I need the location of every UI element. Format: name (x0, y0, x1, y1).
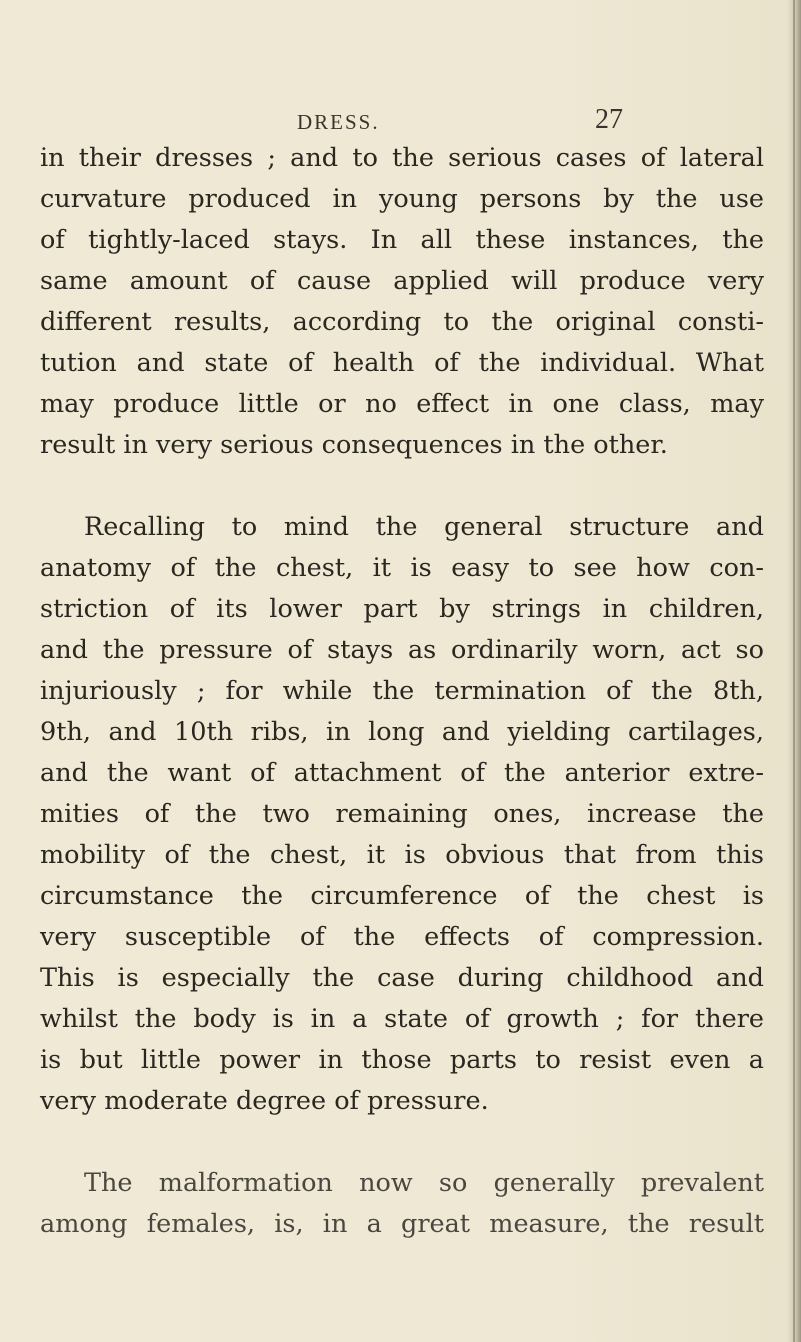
body-text (40, 138, 764, 1245)
text-line: circumstance the circumference of the chest is (40, 881, 764, 911)
text-line: whilst the body is in a state of growth ; for there (40, 1004, 764, 1034)
paragraph-gap (40, 466, 764, 507)
text-line: same amount of cause applied will produce very (40, 266, 764, 296)
text-line: result in very serious consequences in the other. (40, 430, 668, 460)
text-line: anatomy of the chest, it is easy to see how con- (40, 553, 764, 583)
paragraph-1 (40, 138, 764, 466)
text-line: different results, according to the original consti- (40, 307, 764, 337)
page-edge-line (793, 0, 795, 1342)
text-line: injuriously ; for while the termination of the 8th, (40, 676, 764, 706)
text-line: and the want of attachment of the anterior extre- (40, 758, 764, 788)
text-line: striction of its lower part by strings in children, (40, 594, 764, 624)
text-line: 9th, and 10th ribs, in long and yielding cartilages, (40, 717, 764, 747)
text-line: among females, is, in a great measure, the result (40, 1209, 764, 1239)
text-line: very moderate degree of pressure. (40, 1086, 489, 1116)
text-line: This is especially the case during childhood and (40, 963, 764, 993)
text-line: mobility of the chest, it is obvious that from this (40, 840, 764, 870)
text-line: in their dresses ; and to the serious cases of lateral (40, 143, 764, 173)
text-line: very susceptible of the effects of compression. (40, 922, 764, 952)
paragraph-2 (40, 507, 764, 1122)
text-line: tution and state of health of the individual. What (40, 348, 764, 378)
text-line: is but little power in those parts to resist even a (40, 1045, 764, 1075)
text-line: may produce little or no effect in one class, may (40, 389, 764, 419)
text-line: and the pressure of stays as ordinarily worn, act so (40, 635, 764, 665)
text-line: Recalling to mind the general structure and (84, 512, 764, 542)
page-number: 27 (595, 104, 623, 135)
header-title: DRESS. (297, 110, 380, 134)
text-line: of tightly-laced stays. In all these instances, the (40, 225, 764, 255)
text-line: mities of the two remaining ones, increase the (40, 799, 764, 829)
paragraph-gap (40, 1122, 764, 1163)
paragraph-3 (40, 1163, 764, 1245)
text-line: curvature produced in young persons by the use (40, 184, 764, 214)
text-line: The malformation now so generally prevalent (84, 1168, 764, 1198)
running-head (0, 104, 801, 136)
